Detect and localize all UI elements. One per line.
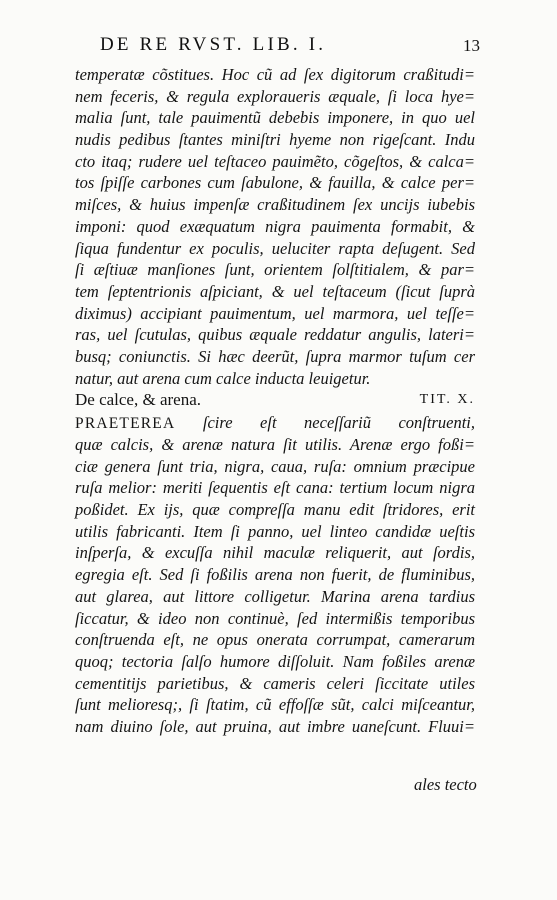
text-line: cto itaq; rudere uel teſtaceo pauimẽto, cõgeſtos, & calca= <box>75 151 475 171</box>
running-head: DE RE RVST. LIB. I. <box>100 34 327 55</box>
text-line: tos ſpiſſe carbones cum ſabulone, & fauilla, & calce per= <box>75 173 475 193</box>
section-heading <box>75 389 475 412</box>
text-line: ſunt melioresq;, ſi ſtatim, cũ effoſſæ sũt, calci miſceantur, <box>75 695 475 715</box>
text-line: quoq; tectoria ſalſo humore diſſoluit. Nam foßiles arenæ <box>75 651 475 671</box>
text-line-first <box>75 412 475 434</box>
text-line: cementitijs parietibus, & cameris celeri ſiccitate utiles <box>75 673 475 693</box>
text-line: malia ſunt, tale pauimentũ debebis imponere, in quo uel <box>75 108 475 128</box>
text-line: busq; coniunctis. Si hæc deerũt, ſupra marmor tuſum cer <box>75 346 475 366</box>
text-line: poßidet. Ex ijs, quæ compreſſa manu edit ſtridores, erit <box>75 500 475 520</box>
text-line: nam diuino ſole, aut pruina, aut imbre uaneſcunt. Fluui= <box>75 716 475 736</box>
text-line: conſtruenda eſt, ne opus onerata corrumpat, camerarum <box>75 630 475 650</box>
text-line: inſperſa, & excuſſa nihil maculæ reliquerit, aut ſordis, <box>75 543 475 563</box>
text-line: natur, aut arena cum calce inducta leuigetur. <box>75 368 371 388</box>
text-line: ras, uel ſcutulas, quibus æquale reddatur angulis, lateri= <box>75 325 475 345</box>
page-number: 13 <box>463 36 480 55</box>
text-line: temperatæ cõstitues. Hoc cũ ad ſex digitorum craßitudi= <box>75 65 475 84</box>
text-line: ſiccatur, & ideo non continuè, ſed intermißis temporibus <box>75 608 475 628</box>
text-line: nem feceris, & regula exploraueris æquale, ſi loca hye= <box>75 86 475 106</box>
text-line: utilis fabricanti. Item ſi panno, uel linteo candidæ ueſtis <box>75 521 475 541</box>
paragraph-1 <box>75 64 475 389</box>
catchword: ales tecto <box>414 775 477 794</box>
text-line: imponi: quod exæquatum nigra pauimenta formabit, & <box>75 216 475 236</box>
text-line: egregia eſt. Sed ſi foßilis arena non fuerit, de fluminibus, <box>75 565 475 585</box>
opening-word: PRAETEREA <box>75 415 176 433</box>
paragraph-2 <box>75 412 475 737</box>
text-line: ciæ genera ſunt tria, nigra, caua, ruſa: omnium præcipue <box>75 456 475 476</box>
text-line: ſiqua fundentur ex poculis, ueluciter rapta deſugent. Sed <box>75 238 475 258</box>
text-line: tem ſeptentrionis aſpiciant, & uel teſtaceum (ſicut ſuprà <box>75 281 475 301</box>
text-line: ruſa melior: meriti ſequentis eſt cana: tertium locum nigra <box>75 478 475 498</box>
text-block <box>75 64 475 738</box>
text-line: miſces, & huius impenſæ craßitudinem ſex uncijs iubebis <box>75 195 475 215</box>
section-title: De calce, & arena. <box>75 390 201 410</box>
text-line: aut glarea, aut littore colligetur. Marina arena tardius <box>75 586 475 606</box>
text-line: ſi æſtiuæ manſiones ſunt, orientem ſolſtitialem, & par= <box>75 260 475 280</box>
first-line-rest: ſcire eſt neceſſariũ conſtruenti, <box>202 413 476 433</box>
text-line: nudis pedibus ſtantes miniſtri hyeme non rigeſcant. Indu <box>75 130 475 150</box>
text-line: quæ calcis, & arenæ natura ſit utilis. Arenæ ergo foßi= <box>75 435 475 454</box>
section-number: TIT. X. <box>419 392 475 408</box>
text-line: diximus) accipiant pauimentum, uel marmora, uel teſſe= <box>75 303 475 323</box>
